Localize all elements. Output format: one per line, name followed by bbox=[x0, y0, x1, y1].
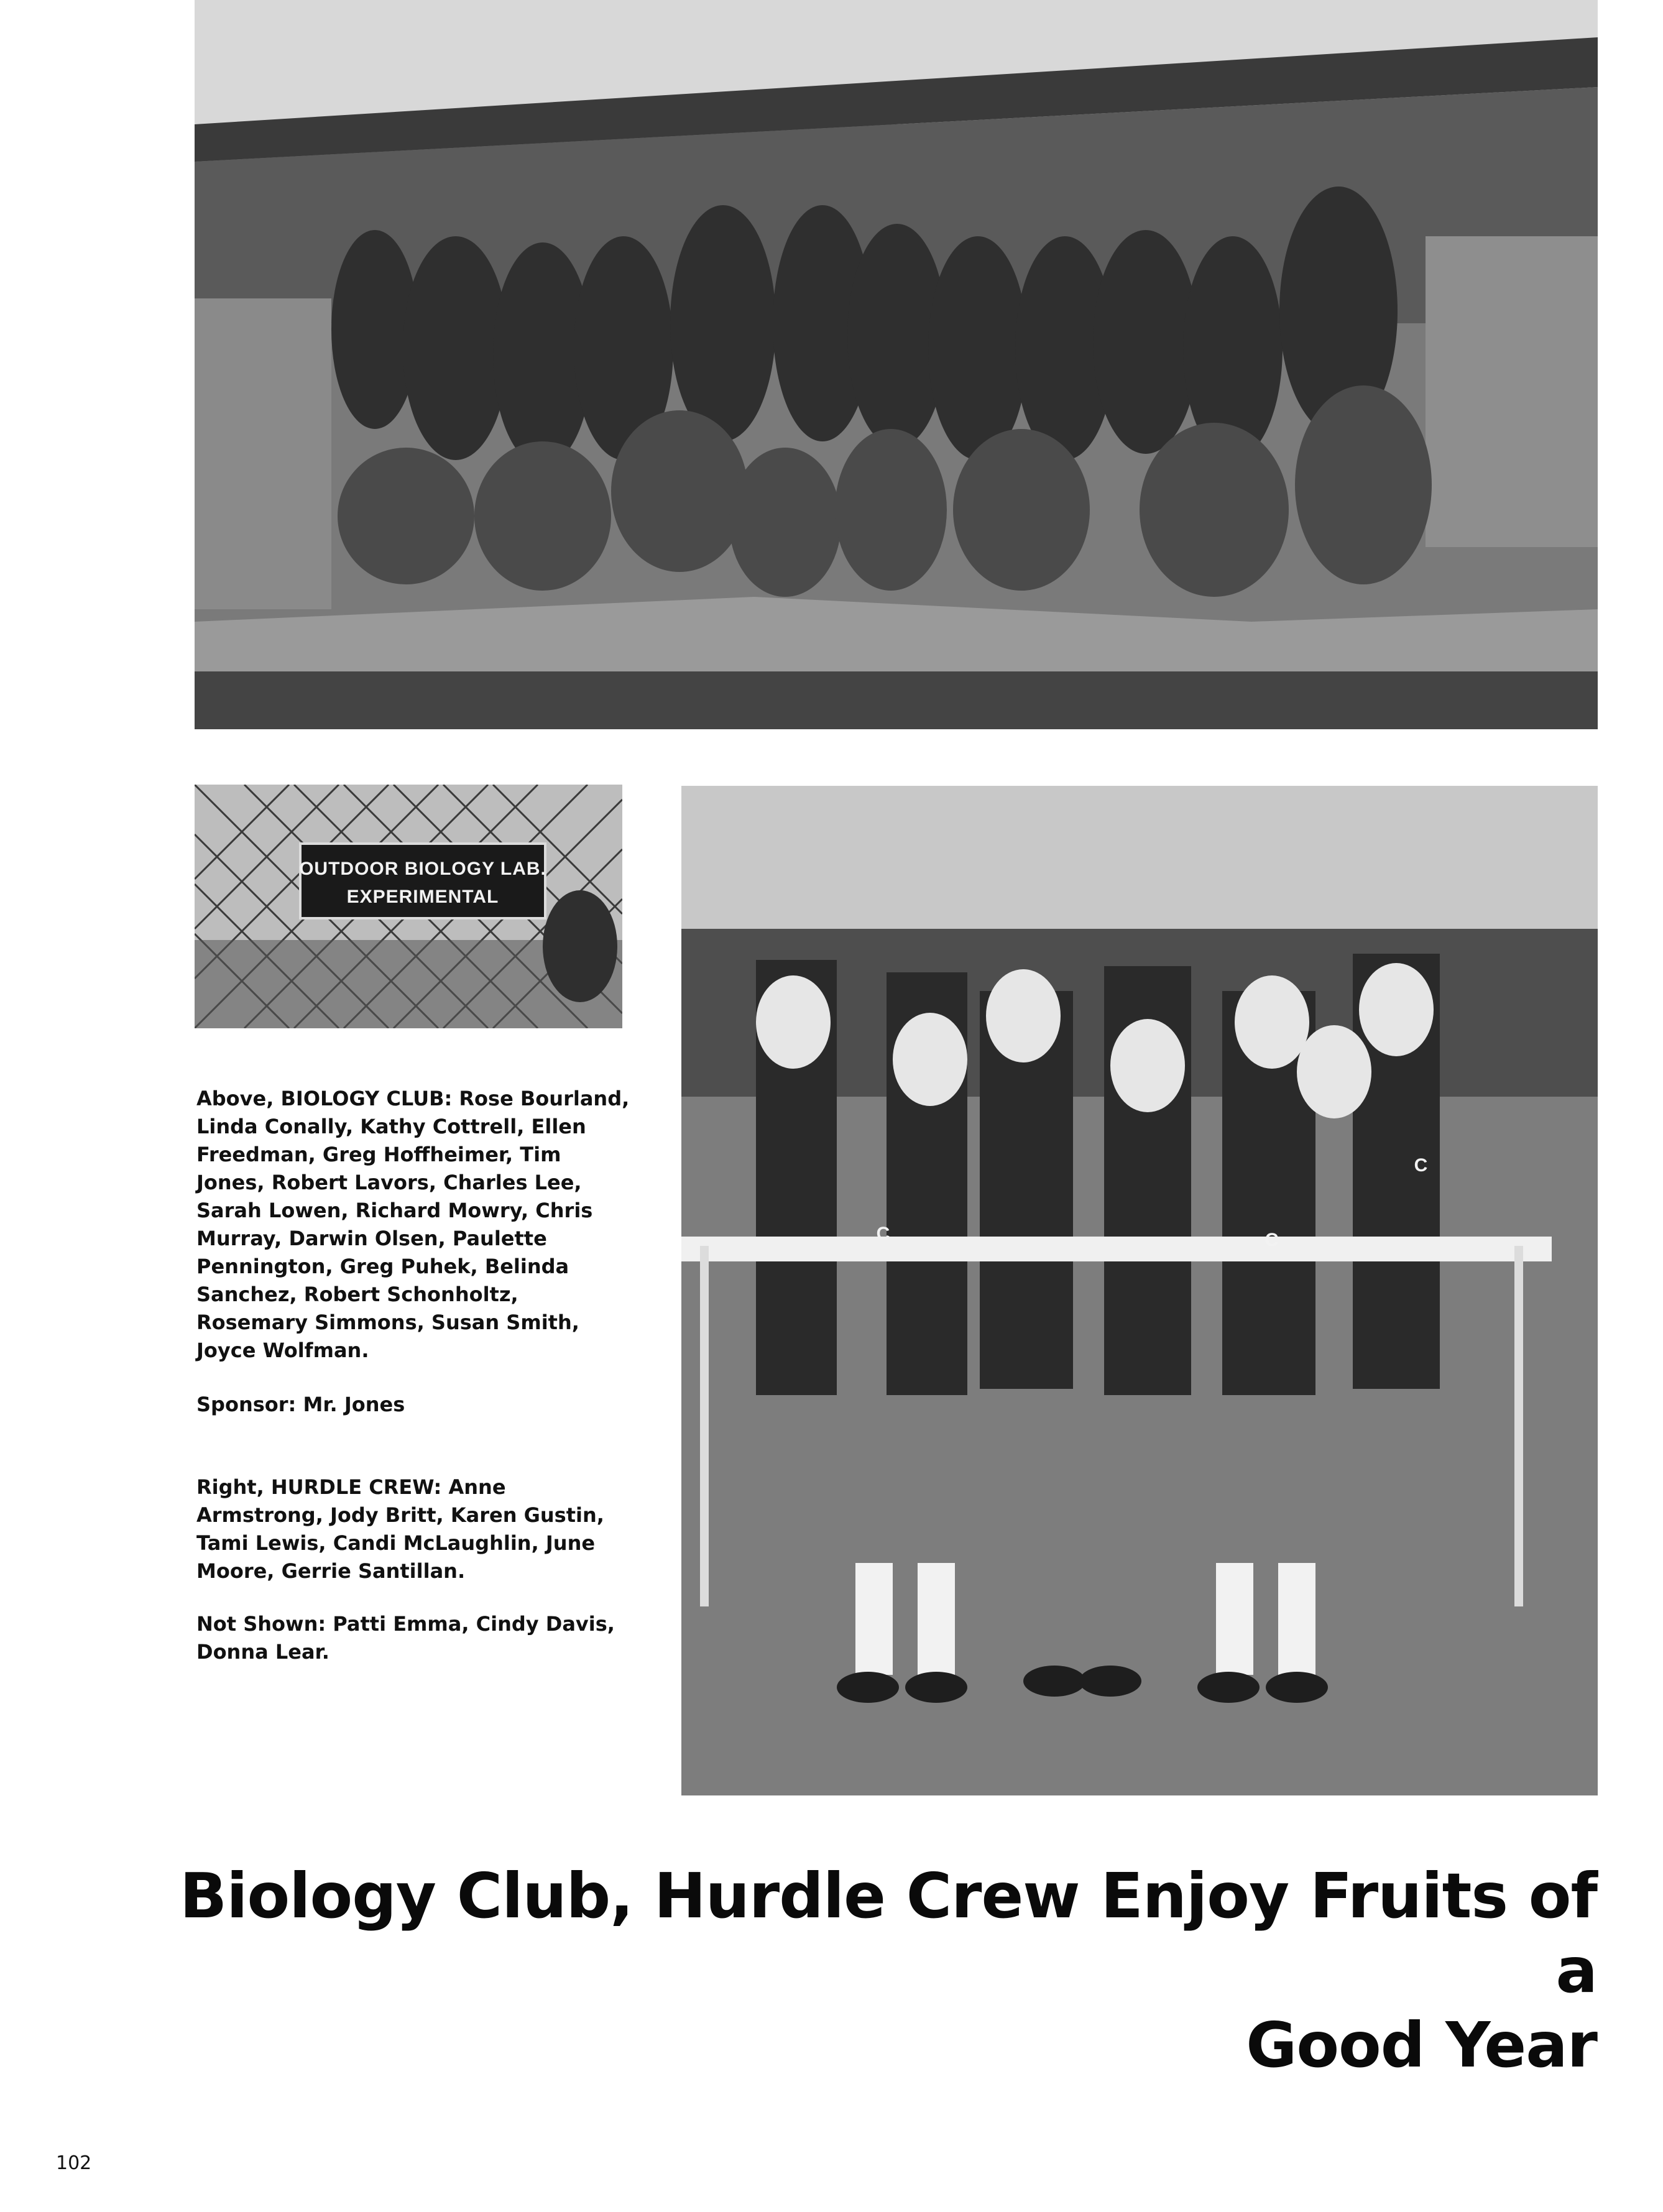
hurdle-crew-photo bbox=[681, 786, 1598, 1795]
hurdle-crew-caption: Right, HURDLE CREW: Anne Armstrong, Jody Britt, Karen Gustin, Tami Lewis, Candi McLaughlin, June Moore, Gerrie Santillan. bbox=[196, 1475, 604, 1583]
headline-line-1: Biology Club, Hurdle Crew Enjoy Fruits of a bbox=[180, 1859, 1597, 2007]
biology-club-photo bbox=[195, 0, 1598, 729]
jersey-letter-2: C bbox=[1265, 1230, 1279, 1250]
not-shown-caption: Not Shown: Patti Emma, Cindy Davis, Donna Lear. bbox=[196, 1612, 615, 1664]
sign-line-2: EXPERIMENTAL bbox=[346, 887, 499, 907]
page-headline bbox=[167, 1859, 1597, 2083]
sign-line-1: OUTDOOR BIOLOGY LAB. bbox=[299, 859, 546, 879]
biology-club-caption: Above, BIOLOGY CLUB: Rose Bourland, Linda Conally, Kathy Cottrell, Ellen Freedman, Greg Hoffheimer, Tim Jones, Robert Lavors, Charles Lee, Sarah Lowen, Richard Mowry, Chris Murray, Darwin Olsen, Paulette Pennington, Greg Puhek, Belinda Sanchez, Robert Schonholtz, Rosemary Simmons, Susan Smith, Joyce Wolfman. bbox=[196, 1087, 630, 1362]
jersey-letter-1: C bbox=[876, 1224, 891, 1244]
jersey-letter-3: C bbox=[1414, 1155, 1429, 1176]
headline-line-2: Good Year bbox=[1246, 2009, 1597, 2081]
page-number: 102 bbox=[56, 2152, 92, 2174]
outdoor-lab-sign-image bbox=[195, 785, 622, 1028]
sponsor-caption: Sponsor: Mr. Jones bbox=[196, 1393, 405, 1416]
hurdle-crew-photo-image bbox=[681, 786, 1598, 1795]
biology-club-photo-image bbox=[195, 0, 1598, 729]
outdoor-lab-sign-photo bbox=[195, 785, 622, 1028]
